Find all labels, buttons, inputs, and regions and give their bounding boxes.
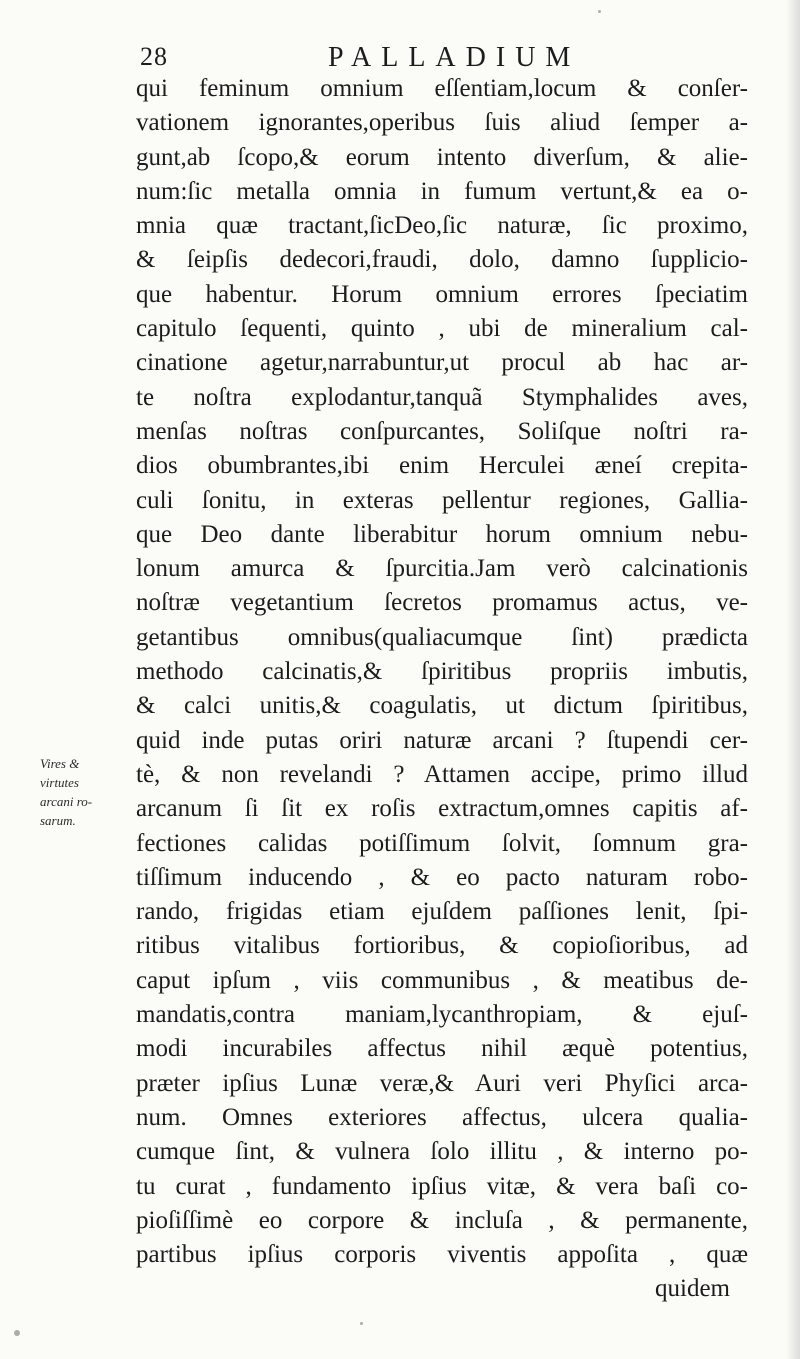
catchword: quidem <box>655 1275 730 1303</box>
text-line: tiſſimum inducendo , & eo pacto naturam robo- <box>136 863 748 891</box>
text-line: num. Omnes exteriores affectus, ulcera qualia- <box>136 1103 748 1131</box>
ink-spot <box>598 10 601 13</box>
text-line: tè, & non revelandi ? Attamen accipe, primo illud <box>136 760 748 788</box>
body-text <box>136 72 748 1307</box>
text-line: mnia quæ tractant,ſicDeo,ſic naturæ, ſic proximo, <box>136 212 748 240</box>
text-line: & ſeipſis dedecori,fraudi, dolo, damno ſupplicio- <box>136 246 748 274</box>
text-line: methodo calcinatis,& ſpiritibus propriis imbutis, <box>136 658 748 686</box>
page-edge-shadow <box>786 0 800 1359</box>
text-line: que Deo dante liberabitur horum omnium nebu- <box>136 520 748 548</box>
margin-note-line: sarum. <box>40 813 76 828</box>
text-line: que habentur. Horum omnium errores ſpeciatim <box>136 280 748 308</box>
text-line: cumque ſint, & vulnera ſolo illitu , & interno po- <box>136 1138 748 1166</box>
text-line: menſas noſtras conſpurcantes, Soliſque noſtri ra- <box>136 417 748 445</box>
text-line: getantibus omnibus(qualiacumque ſint) prædicta <box>136 623 748 651</box>
text-line: cinatione agetur,narrabuntur,ut procul ab hac ar- <box>136 349 748 377</box>
text-line: capitulo ſequenti, quinto , ubi de mineralium cal- <box>136 315 748 343</box>
text-line: quid inde putas oriri naturæ arcani ? ſtupendi cer- <box>136 726 748 754</box>
text-line: arcanum ſi ſit ex roſis extractum,omnes capitis af- <box>136 795 748 823</box>
text-line: noſtræ vegetantium ſecretos promamus actus, ve- <box>136 589 748 617</box>
page-header <box>140 42 740 76</box>
margin-note-line: arcani ro- <box>40 794 93 809</box>
text-line: dios obumbrantes,ibi enim Herculei æneí crepita- <box>136 452 748 480</box>
ink-spot <box>14 1330 20 1336</box>
margin-note-line: virtutes <box>40 775 79 790</box>
text-line: partibus ipſius corporis viventis appoſita , quæ <box>136 1241 748 1269</box>
text-line: num:ſic metalla omnia in fumum vertunt,& ea o- <box>136 177 748 205</box>
text-line: mandatis,contra maniam,lycanthropiam, & ejuſ- <box>136 1001 748 1029</box>
text-line: caput ipſum , viis communibus , & meatibus de- <box>136 966 748 994</box>
text-line: culi ſonitu, in exteras pellentur regiones, Gallia- <box>136 486 748 514</box>
text-line: tu curat , fundamento ipſius vitæ, & vera baſi co- <box>136 1172 748 1200</box>
text-line: qui feminum omnium eſſentiam,locum & conſer- <box>136 75 748 102</box>
margin-note <box>40 754 136 830</box>
ink-spot <box>360 1322 363 1325</box>
text-line: modi incurabiles affectus nihil æquè potentius, <box>136 1035 748 1063</box>
page-number: 28 <box>140 42 168 71</box>
text-line: gunt,ab ſcopo,& eorum intento diverſum, & alie- <box>136 143 748 171</box>
text-line: vationem ignorantes,operibus ſuis aliud ſemper a- <box>136 109 748 137</box>
margin-note-line: Vires & <box>40 756 80 771</box>
text-line: pioſiſſimè eo corpore & incluſa , & permanente, <box>136 1206 748 1234</box>
text-line: lonum amurca & ſpurcitia.Jam verò calcinationis <box>136 555 748 583</box>
text-line: fectiones calidas potiſſimum ſolvit, ſomnum gra- <box>136 829 748 857</box>
text-line: & calci unitis,& coagulatis, ut dictum ſpiritibus, <box>136 692 748 720</box>
text-line: rando, frigidas etiam ejuſdem paſſiones lenit, ſpi- <box>136 898 748 926</box>
text-line: ritibus vitalibus fortioribus, & copioſioribus, ad <box>136 932 748 960</box>
running-title: PALLADIUM <box>328 42 581 73</box>
text-line: te noſtra explodantur,tanquã Stymphalides aves, <box>136 383 748 411</box>
text-line: præter ipſius Lunæ veræ,& Auri veri Phyſici arca- <box>136 1069 748 1097</box>
